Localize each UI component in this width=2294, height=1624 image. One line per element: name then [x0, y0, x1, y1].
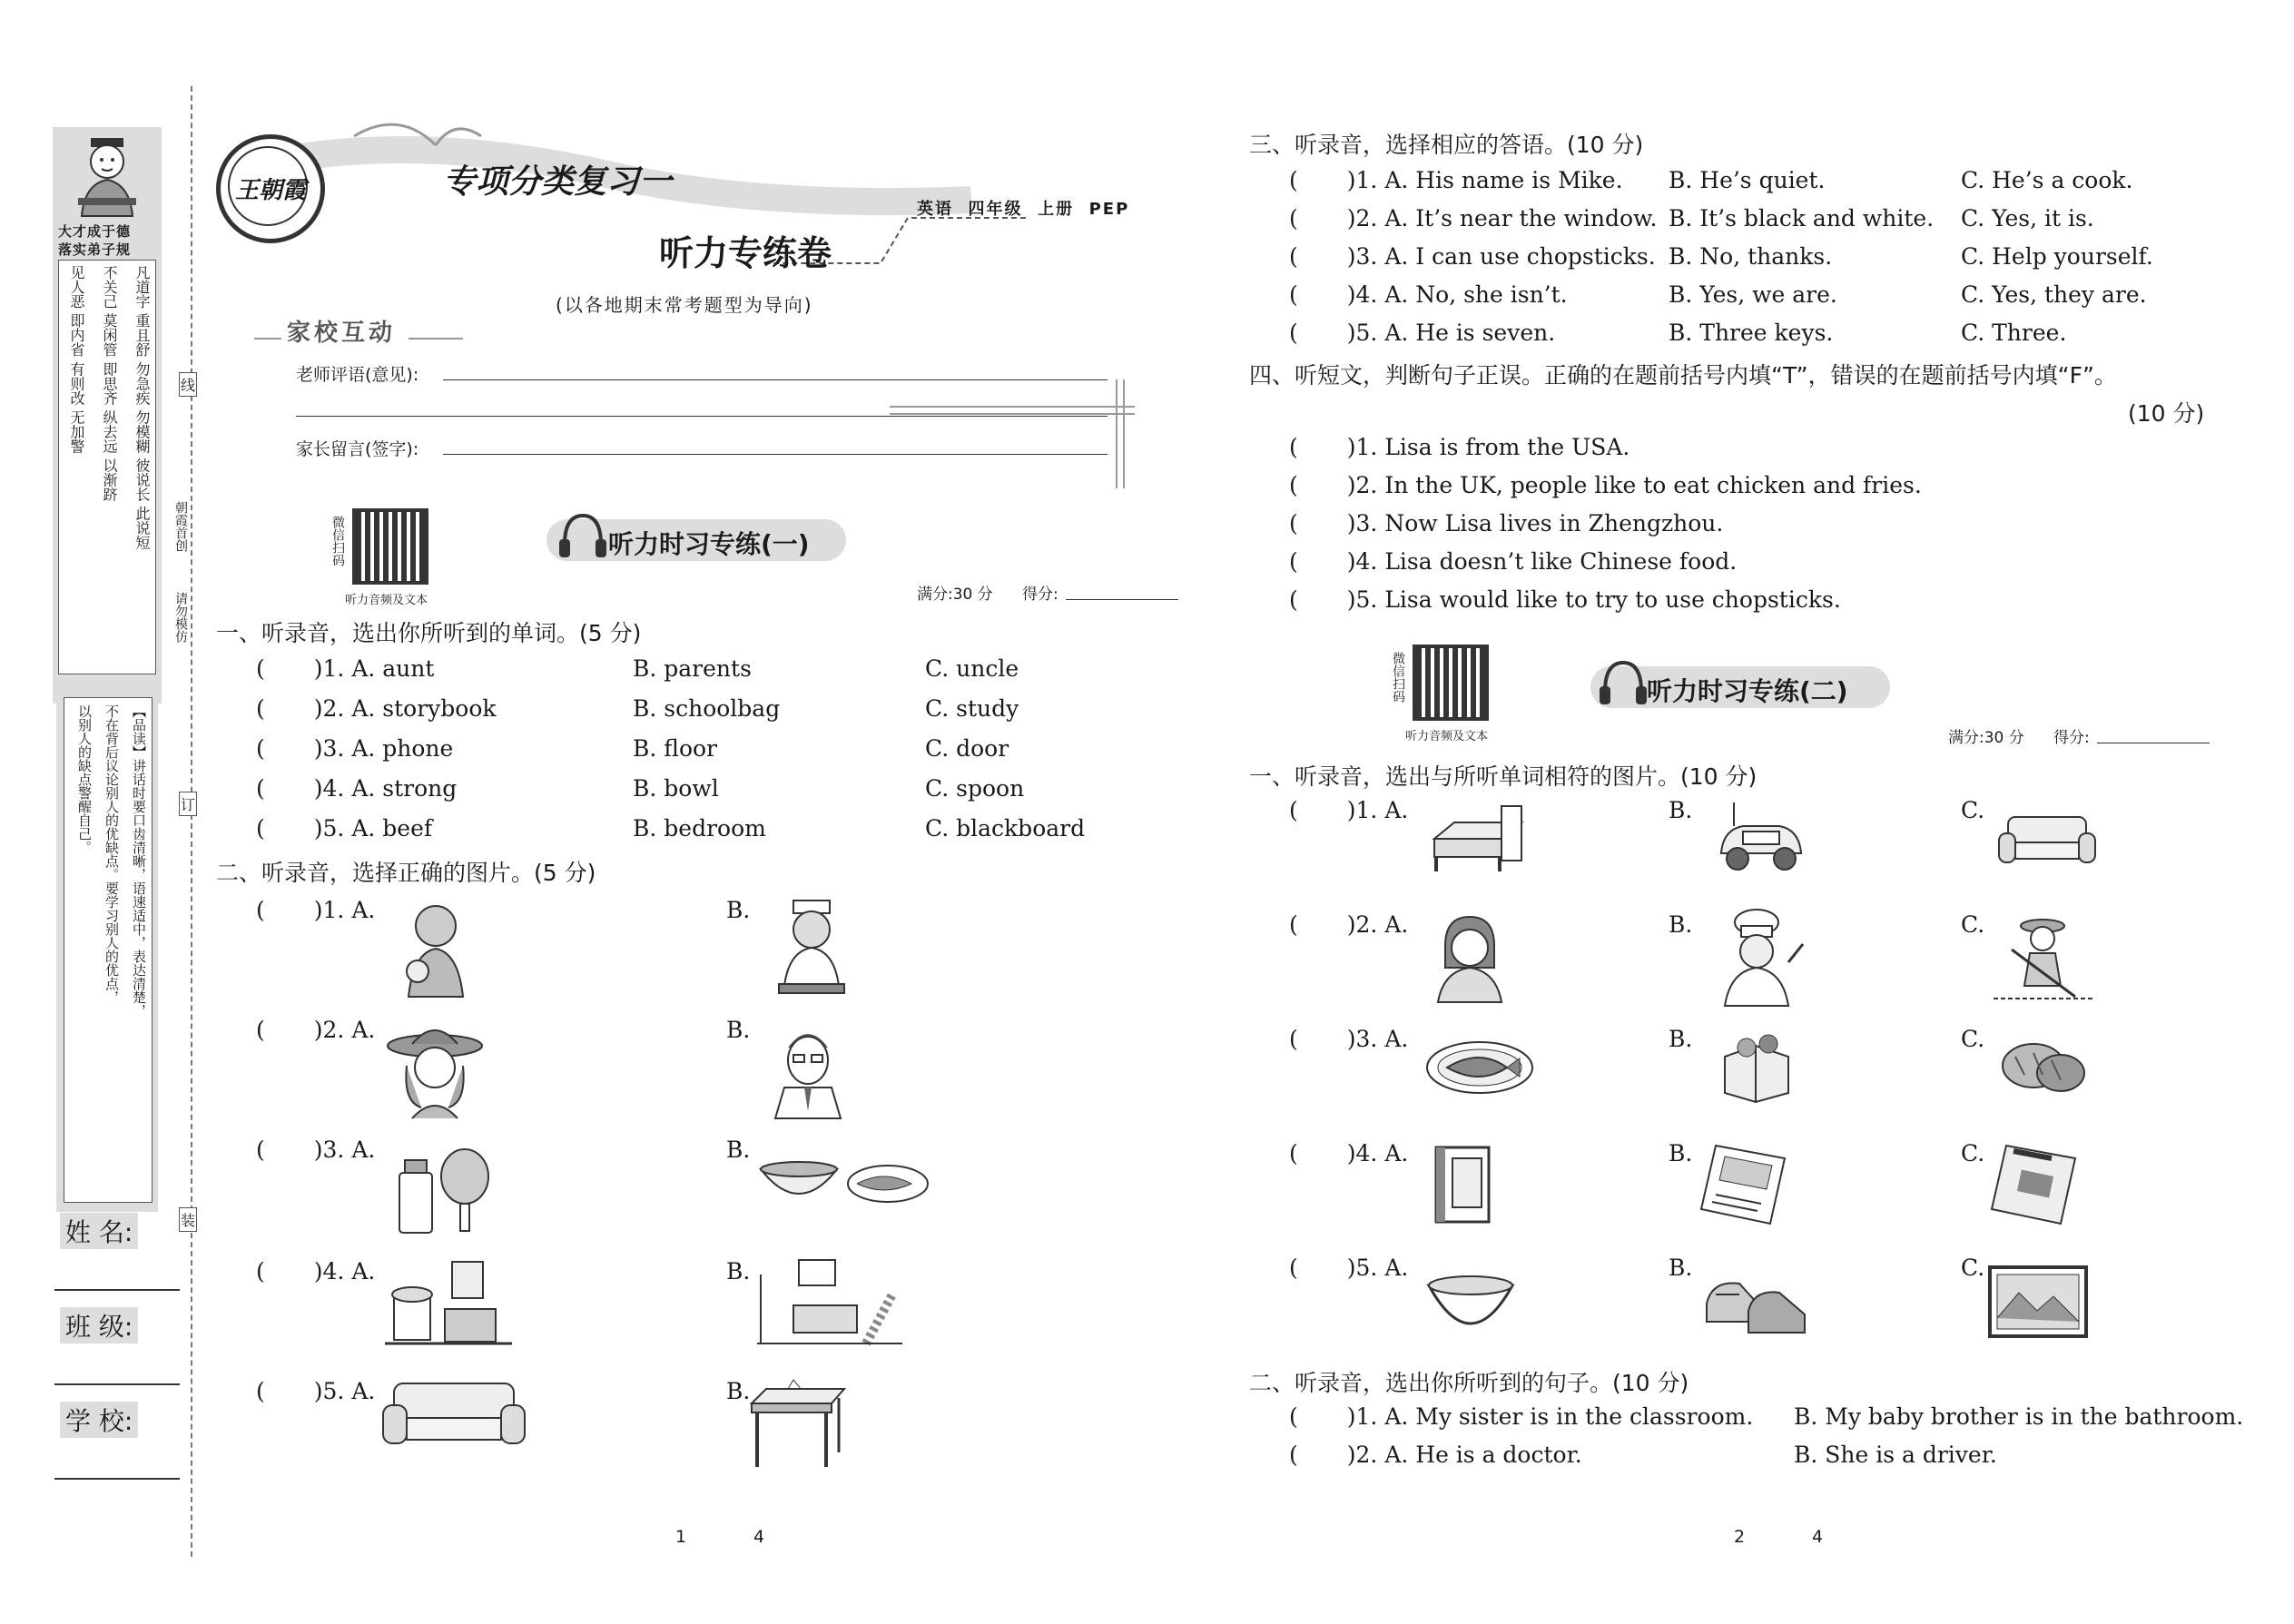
- qr-side-label-1: 微信扫码: [330, 516, 345, 566]
- option-a: )5. A. beef: [313, 815, 433, 842]
- teacher-comment-label: 老师评语(意见):: [296, 365, 419, 385]
- section2-title: 二、听录音，选择正确的图片。(5 分): [216, 860, 596, 886]
- list-item: [1289, 205, 1657, 231]
- option-a: )4. A. No, she isn’t.: [1346, 281, 1568, 308]
- living-room-picture[interactable]: [757, 1256, 902, 1351]
- logo-text: 王朝霞: [235, 177, 307, 204]
- list-item: [256, 1258, 375, 1284]
- copyright-1: 朝霞首创: [173, 501, 188, 552]
- home-school-label: 家校互动: [287, 320, 397, 347]
- motto-line-2: 落实弟子规: [58, 241, 132, 258]
- practice-title-2: 听力时习专练(二): [1647, 676, 1848, 706]
- list-item: [256, 695, 497, 722]
- option-b: B. Three keys.: [1669, 320, 1834, 346]
- cook-picture[interactable]: [1707, 908, 1807, 1011]
- grade-tag: 英语 四年级 上册 PEP: [917, 200, 1130, 219]
- headphones-icon: [556, 508, 610, 563]
- logo-seal: [216, 134, 325, 243]
- sofa-picture[interactable]: [1997, 813, 2097, 871]
- option-a: )1. A.: [313, 897, 376, 923]
- list-item: [1289, 1140, 1408, 1166]
- cut-label-1: 线: [179, 372, 197, 397]
- newspaper-picture[interactable]: [1698, 1137, 1797, 1231]
- toy-car-picture[interactable]: [1716, 802, 1807, 879]
- option-a: )1. A. His name is Mike.: [1346, 167, 1623, 193]
- option-a: )2. A. storybook: [313, 695, 497, 722]
- teacher-comment-line-1[interactable]: [443, 379, 1108, 380]
- option-c: C. door: [925, 735, 1009, 762]
- answer-blank[interactable]: (: [1289, 205, 1298, 231]
- option-a: )3. A.: [313, 1137, 376, 1163]
- list-item: [1289, 1026, 1408, 1052]
- option-b: B.: [1669, 1026, 1693, 1052]
- list-item: [1289, 548, 1737, 575]
- table-picture[interactable]: [748, 1380, 848, 1474]
- option-c: C. He’s a cook.: [1961, 167, 2133, 193]
- list-item: [1289, 1442, 1582, 1468]
- list-item: [1289, 1255, 1408, 1281]
- painting-picture[interactable]: [1988, 1265, 2088, 1342]
- option-b: B. schoolbag: [633, 695, 781, 722]
- answer-blank[interactable]: (: [256, 1017, 265, 1043]
- answer-blank[interactable]: (: [1289, 320, 1298, 346]
- list-item: [1289, 281, 1568, 308]
- farmer-picture[interactable]: [1994, 913, 2093, 1008]
- list-item: [1289, 167, 1623, 193]
- option-c: C.: [1961, 797, 1985, 823]
- list-item: [1289, 797, 1408, 823]
- option-c: C. uncle: [925, 655, 1019, 682]
- section4-score: (10 分): [2128, 400, 2205, 427]
- option-c: C. Three.: [1961, 320, 2067, 346]
- sofa-picture[interactable]: [381, 1378, 527, 1454]
- teacher-comment-line-2[interactable]: [296, 416, 1108, 417]
- option-b: B. It’s black and white.: [1669, 205, 1935, 231]
- list-item: [256, 1017, 375, 1043]
- list-item: [256, 655, 434, 682]
- takeout-box-picture[interactable]: [1716, 1029, 1797, 1106]
- sidebar: [53, 127, 162, 1117]
- option-a: )1. A.: [1346, 797, 1409, 823]
- qr-caption-2: 听力音频及文本: [1405, 730, 1489, 743]
- option-c: C. spoon: [925, 775, 1025, 802]
- list-item: [1289, 243, 1656, 270]
- option-b: B. bowl: [633, 775, 719, 802]
- storybook-picture[interactable]: [1431, 1144, 1494, 1229]
- woman-with-hat-picture[interactable]: [385, 1020, 485, 1124]
- soup-and-fish-picture[interactable]: [757, 1151, 930, 1218]
- parent-comment-label: 家长留言(签字):: [296, 439, 419, 459]
- list-item: [256, 815, 432, 842]
- option-a: )2. A. It’s near the window.: [1346, 205, 1658, 231]
- option-b: B.: [726, 1017, 751, 1043]
- practice-title-1: 听力时习专练(一): [608, 529, 810, 559]
- answer-blank[interactable]: (: [256, 1258, 265, 1284]
- parent-comment-line[interactable]: [443, 454, 1108, 455]
- answer-blank[interactable]: (: [1289, 1255, 1298, 1281]
- name-label: 姓 名:: [60, 1213, 138, 1249]
- option-a: )5. A.: [313, 1378, 376, 1404]
- option-a: )3. A. I can use chopsticks.: [1346, 243, 1656, 270]
- bread-picture[interactable]: [1997, 1029, 2088, 1106]
- score-got-field-1[interactable]: [1066, 599, 1178, 600]
- option-a: )3. A. phone: [313, 735, 454, 762]
- list-item: [1289, 911, 1408, 938]
- list-item: [256, 775, 457, 802]
- list-item: [1289, 1403, 1753, 1430]
- option-a: )1. A. My sister is in the classroom.: [1346, 1403, 1754, 1430]
- answer-blank[interactable]: (: [1289, 1140, 1298, 1166]
- list-item: [1289, 472, 1922, 498]
- answer-blank[interactable]: (: [256, 775, 265, 802]
- grandma-with-child-picture[interactable]: [390, 899, 481, 1002]
- option-a: )2. A.: [313, 1017, 376, 1043]
- bathroom-picture[interactable]: [385, 1258, 512, 1353]
- statement-text: )3. Now Lisa lives in Zhengzhou.: [1346, 510, 1724, 536]
- option-b: B.: [726, 897, 751, 923]
- class-field[interactable]: [54, 1383, 180, 1385]
- list-item: [256, 1378, 375, 1404]
- bowl-picture[interactable]: [1425, 1271, 1516, 1338]
- home-school-frame: [254, 307, 1162, 488]
- option-c: C. Help yourself.: [1961, 243, 2153, 270]
- page-number-left-2: 4: [753, 1527, 765, 1547]
- option-b: B. parents: [633, 655, 752, 682]
- section5-title: 一、听录音，选出与所听单词相符的图片。(10 分): [1249, 763, 1757, 790]
- paper-subtitle: (以各地期末常考题型为导向): [556, 294, 813, 316]
- cut-line: [191, 86, 192, 1557]
- option-b: B. My baby brother is in the bathroom.: [1794, 1403, 2244, 1430]
- option-c: C.: [1961, 911, 1985, 938]
- answer-blank[interactable]: (: [256, 655, 265, 682]
- answer-blank[interactable]: (: [1289, 167, 1298, 193]
- student-mascot-icon: [71, 134, 143, 221]
- headphones-icon: [1596, 655, 1650, 710]
- statement-text: )1. Lisa is from the USA.: [1346, 434, 1630, 460]
- series-title: 专项分类复习一: [443, 163, 673, 201]
- option-a: )2. A.: [1346, 911, 1409, 938]
- answer-blank[interactable]: (: [256, 815, 265, 842]
- reading-column-3: 以别人的缺点警醒自己。: [76, 704, 93, 854]
- section3-title: 三、听录音，选择相应的答语。(10 分): [1249, 132, 1644, 158]
- score-full-1: 满分:30 分: [917, 586, 993, 604]
- qr-caption-1: 听力音频及文本: [345, 594, 428, 607]
- statement-text: )4. Lisa doesn’t like Chinese food.: [1346, 548, 1738, 575]
- reading-column-1: 【品读】讲话时要口齿清晰，语速适中，表达清楚，: [131, 704, 147, 1018]
- option-b: B. He’s quiet.: [1669, 167, 1826, 193]
- list-item: [1289, 434, 1629, 460]
- list-item: [1289, 586, 1841, 613]
- nurse-with-tray-picture[interactable]: [766, 899, 857, 1002]
- score-full-2: 满分:30 分: [1948, 729, 2024, 747]
- option-c: C. blackboard: [925, 815, 1086, 842]
- answer-blank[interactable]: (: [256, 1378, 265, 1404]
- girl-picture[interactable]: [1429, 913, 1511, 1008]
- score-got-label-1: 得分:: [1022, 586, 1058, 604]
- milk-and-chicken-picture[interactable]: [390, 1140, 499, 1244]
- option-b: B.: [1669, 911, 1693, 938]
- answer-blank[interactable]: (: [1289, 1403, 1298, 1430]
- answer-blank[interactable]: (: [1289, 797, 1298, 823]
- answer-blank[interactable]: (: [1289, 1026, 1298, 1052]
- motto-line-1: 大才成于德: [58, 223, 132, 240]
- qr-code-2[interactable]: [1413, 645, 1489, 721]
- option-b: B. No, thanks.: [1669, 243, 1833, 270]
- statement-text: )2. In the UK, people like to eat chicken and fries.: [1346, 472, 1922, 498]
- school-label: 学 校:: [60, 1402, 138, 1438]
- option-b: B. bedroom: [633, 815, 766, 842]
- statement-text: )5. Lisa would like to try to use chopsticks.: [1346, 586, 1841, 613]
- answer-blank[interactable]: (: [256, 897, 265, 923]
- answer-blank[interactable]: (: [1289, 434, 1298, 460]
- math-book-picture[interactable]: [1988, 1137, 2088, 1231]
- score-got-label-2: 得分:: [2053, 729, 2090, 747]
- school-field[interactable]: [54, 1478, 180, 1480]
- cut-label-2: 订: [179, 792, 197, 816]
- list-item: [1289, 510, 1723, 536]
- paper-title: 听力专练卷: [659, 233, 832, 273]
- option-c: C.: [1961, 1255, 1985, 1281]
- option-a: )5. A.: [1346, 1255, 1409, 1281]
- section6-title: 二、听录音，选出你所听到的句子。(10 分): [1249, 1370, 1689, 1396]
- answer-blank[interactable]: (: [1289, 243, 1298, 270]
- qr-code-1[interactable]: [352, 508, 428, 585]
- answer-blank[interactable]: (: [1289, 586, 1298, 613]
- fish-plate-picture[interactable]: [1425, 1035, 1534, 1102]
- verse-column-2: 不关己 莫闲管 即思齐 纵去远 以渐跻: [101, 265, 118, 502]
- answer-blank[interactable]: (: [1289, 281, 1298, 308]
- option-c: C. Yes, it is.: [1961, 205, 2094, 231]
- list-item: [256, 735, 453, 762]
- option-c: C. study: [925, 695, 1019, 722]
- option-c: C.: [1961, 1026, 1985, 1052]
- page-number-left-1: 1: [675, 1527, 687, 1547]
- option-b: B.: [726, 1258, 751, 1284]
- bed-picture[interactable]: [1427, 802, 1527, 879]
- option-b: B.: [1669, 1255, 1693, 1281]
- option-a: )1. A. aunt: [313, 655, 435, 682]
- answer-blank[interactable]: (: [1289, 548, 1298, 575]
- option-c: C.: [1961, 1140, 1985, 1166]
- man-with-glasses-picture[interactable]: [763, 1020, 853, 1124]
- answer-blank[interactable]: (: [256, 735, 265, 762]
- answer-blank[interactable]: (: [256, 1137, 265, 1163]
- page-number-right-2: 4: [1812, 1527, 1824, 1547]
- verse-column-1: 凡道字 重且舒 勿急疾 勿模糊 彼说长 此说短: [133, 265, 151, 550]
- option-a: )4. A.: [313, 1258, 376, 1284]
- list-item: [256, 897, 375, 923]
- section1-title: 一、听录音，选出你所听到的单词。(5 分): [216, 620, 642, 646]
- name-field[interactable]: [54, 1289, 180, 1291]
- answer-blank[interactable]: (: [256, 695, 265, 722]
- qr-side-label-2: 微信扫码: [1391, 652, 1405, 703]
- option-b: B. She is a driver.: [1794, 1442, 1997, 1468]
- shoes-picture[interactable]: [1703, 1267, 1812, 1343]
- option-b: B. Yes, we are.: [1669, 281, 1837, 308]
- option-b: B.: [1669, 797, 1693, 823]
- cut-label-3: 装: [179, 1207, 197, 1232]
- option-b: B.: [726, 1378, 751, 1404]
- reading-column-2: 不在背后议论别人的优缺点。要学习别人的优点，: [103, 704, 120, 1004]
- option-b: B.: [726, 1137, 751, 1163]
- list-item: [1289, 320, 1555, 346]
- option-b: B. floor: [633, 735, 717, 762]
- option-a: )5. A. He is seven.: [1346, 320, 1556, 346]
- option-c: C. Yes, they are.: [1961, 281, 2147, 308]
- answer-blank[interactable]: (: [1289, 510, 1298, 536]
- option-a: )4. A. strong: [313, 775, 458, 802]
- verse-column-3: 见人恶 即内省 有则改 无加警: [68, 265, 85, 454]
- list-item: [256, 1137, 375, 1163]
- option-a: )3. A.: [1346, 1026, 1409, 1052]
- answer-blank[interactable]: (: [1289, 1442, 1298, 1468]
- answer-blank[interactable]: (: [1289, 911, 1298, 938]
- option-a: )2. A. He is a doctor.: [1346, 1442, 1582, 1468]
- page-number-right-1: 2: [1734, 1527, 1746, 1547]
- option-a: )4. A.: [1346, 1140, 1409, 1166]
- option-b: B.: [1669, 1140, 1693, 1166]
- answer-blank[interactable]: (: [1289, 472, 1298, 498]
- class-label: 班 级:: [60, 1307, 138, 1343]
- section4-title: 四、听短文，判断句子正误。正确的在题前括号内填“T”，错误的在题前括号内填“F”。: [1249, 362, 2117, 389]
- copyright-2: 请勿模仿: [173, 592, 188, 643]
